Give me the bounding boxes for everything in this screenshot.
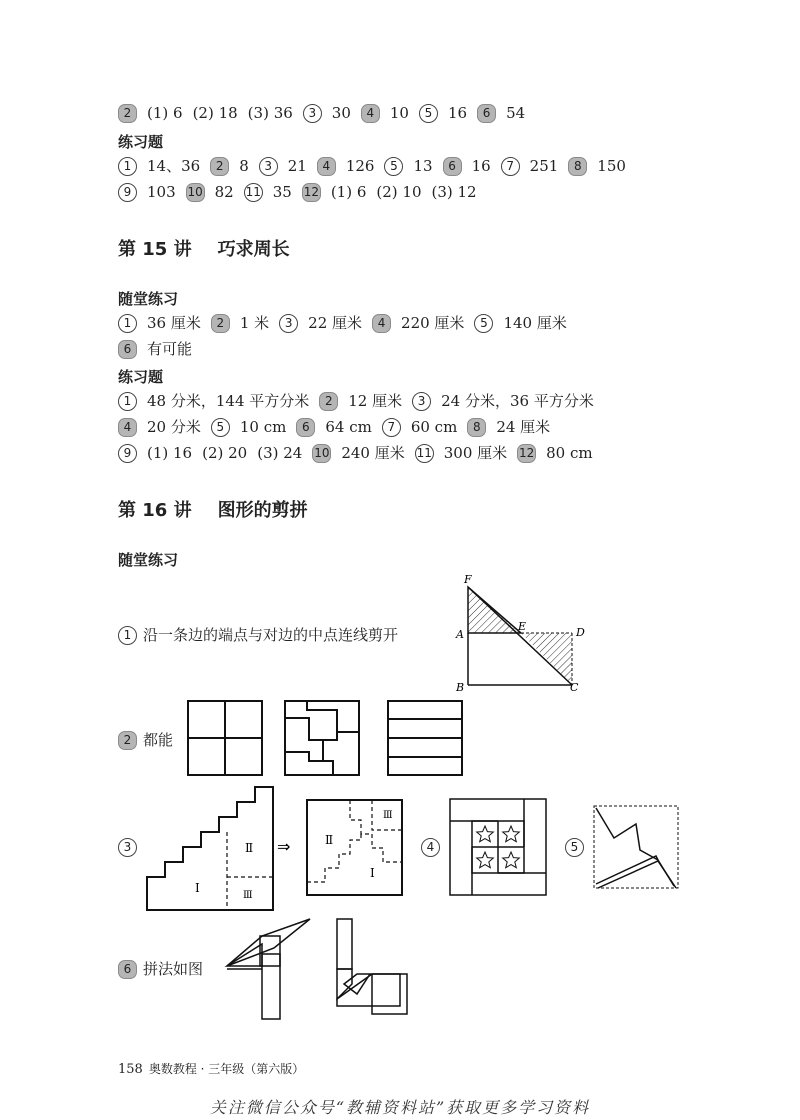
answer-value: 16: [447, 104, 468, 122]
q1-text: 沿一条边的端点与对边的中点连线剪开: [143, 626, 399, 644]
answer-value: (3) 24: [257, 444, 303, 462]
question-number: 2: [211, 314, 230, 333]
answer-line: [118, 156, 636, 176]
question-number: 1: [118, 392, 137, 411]
question-number: 2: [210, 157, 229, 176]
lesson-title: 巧求周长: [217, 239, 290, 260]
question-number: 5: [565, 838, 584, 857]
answer-item: [412, 391, 594, 411]
answer-value: (1) 6: [330, 183, 367, 201]
answer-item: [118, 443, 192, 463]
answer-value: (2) 10: [376, 183, 422, 201]
answer-value: (2) 18: [192, 104, 238, 122]
answer-value: 8: [239, 157, 249, 175]
exercise-label: 练习题: [118, 368, 164, 386]
piece-label: Ⅲ: [243, 890, 253, 901]
answer-item: [419, 103, 467, 123]
answer-item: [118, 156, 200, 176]
q4-star-square: [449, 798, 549, 898]
question-number: 8: [467, 418, 486, 437]
answer-value: 16: [471, 157, 491, 175]
answer-item: [361, 103, 409, 123]
answer-value: 240 厘米: [341, 444, 405, 462]
answer-value: 35: [272, 183, 292, 201]
question-number: 12: [302, 183, 321, 202]
answer-item: [118, 313, 201, 333]
answer-value: 20 分米: [147, 418, 201, 436]
point-label: A: [456, 628, 464, 641]
answer-item: [296, 417, 371, 437]
lesson-number: 第 16 讲: [118, 500, 192, 521]
star-icon: [477, 826, 494, 842]
answer-line: [118, 339, 202, 359]
q6-text: 拼法如图: [143, 960, 204, 978]
answer-value: 22 厘米: [308, 314, 363, 332]
answer-line: [118, 103, 535, 123]
answer-value: 251: [529, 157, 559, 175]
answer-item: [118, 391, 309, 411]
question-number: 11: [415, 444, 434, 463]
lesson-number: 第 15 讲: [118, 239, 192, 260]
answer-value: 220 厘米: [401, 314, 465, 332]
question-number: 4: [361, 104, 380, 123]
question-number: 1: [118, 157, 137, 176]
question-number: 7: [501, 157, 520, 176]
answer-item: [319, 391, 402, 411]
answer-value: 48 分米，144 平方分米: [147, 392, 310, 410]
piece-label: Ⅰ: [195, 881, 200, 895]
answer-item: [118, 103, 183, 123]
point-label: F: [464, 573, 472, 586]
question-number: 9: [118, 444, 137, 463]
answer-item: [443, 156, 491, 176]
question-number: 10: [186, 183, 205, 202]
point-label: B: [456, 681, 465, 694]
question-number: 9: [118, 183, 137, 202]
answer-value: 140 厘米: [503, 314, 567, 332]
answer-value: 150: [597, 157, 626, 175]
answer-item: [467, 417, 550, 437]
q1-text-row: [118, 624, 398, 645]
answer-item: [193, 103, 238, 123]
lesson-title: 图形的剪拼: [217, 500, 308, 521]
question-number: 5: [419, 104, 438, 123]
answer-value: 300 厘米: [443, 444, 508, 462]
question-number: 1: [118, 626, 137, 645]
answer-value: 24 厘米: [496, 418, 551, 436]
answer-item: [248, 103, 293, 123]
answer-item: [259, 156, 307, 176]
question-number: 5: [474, 314, 493, 333]
watermark-text: 关注微信公众号“教辅资料站”获取更多学习资料: [209, 1098, 591, 1117]
question-number: 2: [319, 392, 338, 411]
question-number: 6: [443, 157, 462, 176]
answer-item: [257, 443, 302, 463]
answer-line: [118, 417, 560, 437]
answer-item: [279, 313, 362, 333]
answer-value: (1) 16: [147, 444, 193, 462]
answer-item: [211, 417, 286, 437]
question-number: 6: [118, 960, 137, 979]
question-number: 7: [382, 418, 401, 437]
q5-cut-figure: [592, 804, 682, 892]
question-number: 4: [317, 157, 336, 176]
answer-item: [302, 182, 367, 202]
answer-line: [118, 391, 604, 411]
answer-item: [384, 156, 432, 176]
question-number: 4: [372, 314, 391, 333]
question-number: 2: [118, 731, 137, 750]
piece-label: Ⅰ: [370, 866, 375, 880]
answer-item: [118, 339, 192, 359]
square-t-pieces: [285, 701, 359, 775]
q3-staircase-figure: [145, 782, 410, 912]
question-number: 4: [118, 418, 137, 437]
answer-item: [474, 313, 566, 333]
q2-text-row: [118, 729, 173, 750]
answer-value: 103: [147, 183, 176, 201]
answer-value: 1 米: [239, 314, 270, 332]
class-practice-label: 随堂练习: [118, 290, 179, 308]
q6-assembly-figures: [222, 914, 417, 1024]
piece-label: Ⅱ: [325, 833, 334, 847]
q2-figures: [187, 700, 467, 778]
answer-value: 30: [331, 104, 351, 122]
question-number: 5: [211, 418, 230, 437]
page-number: 158: [118, 1062, 143, 1077]
question-number: 2: [118, 104, 137, 123]
book-title: 奥数教程 · 三年级（第六版）: [148, 1062, 305, 1076]
answer-item: [501, 156, 559, 176]
question-number: 3: [118, 838, 137, 857]
answer-item: [118, 182, 176, 202]
point-label: E: [518, 620, 527, 633]
answer-item: [568, 156, 626, 176]
question-number: 3: [259, 157, 278, 176]
answer-value: 60 cm: [410, 418, 458, 436]
answer-value: 13: [413, 157, 433, 175]
answer-value: 21: [287, 157, 307, 175]
answer-value: 54: [506, 104, 526, 122]
piece-label: Ⅱ: [245, 841, 254, 855]
q3-text-row: [118, 838, 143, 857]
answer-value: 有可能: [147, 340, 193, 358]
answer-value: (2) 20: [202, 444, 248, 462]
answer-line: [118, 313, 577, 333]
answer-item: [376, 182, 421, 202]
piece-label: Ⅲ: [383, 810, 393, 821]
answer-value: 126: [345, 157, 375, 175]
answer-value: (1) 6: [147, 104, 183, 122]
answer-item: [312, 443, 404, 463]
q2-text: 都能: [143, 731, 174, 749]
answer-value: 64 cm: [325, 418, 372, 436]
answer-item: [186, 182, 234, 202]
answer-item: [202, 443, 247, 463]
answer-item: [432, 182, 477, 202]
answer-item: [303, 103, 351, 123]
question-number: 8: [568, 157, 587, 176]
exercise-label: 练习题: [118, 133, 164, 151]
answer-value: 10: [389, 104, 409, 122]
lesson-heading: [118, 496, 308, 522]
point-label: C: [570, 681, 579, 694]
answer-item: [517, 443, 592, 463]
answer-item: [317, 156, 375, 176]
page-footer: [118, 1060, 304, 1077]
question-number: 3: [279, 314, 298, 333]
question-number: 4: [421, 838, 440, 857]
answer-item: [211, 313, 269, 333]
answer-item: [118, 417, 201, 437]
question-number: 6: [118, 340, 137, 359]
answer-value: 12 厘米: [348, 392, 403, 410]
question-number: 3: [412, 392, 431, 411]
q4-text-row: [421, 838, 446, 857]
answer-item: [372, 313, 464, 333]
q5-text-row: [565, 838, 590, 857]
question-number: 6: [477, 104, 496, 123]
answer-line: [118, 443, 603, 463]
answer-value: 80 cm: [546, 444, 593, 462]
question-number: 11: [244, 183, 263, 202]
star-icon: [477, 852, 494, 868]
answer-item: [244, 182, 292, 202]
answer-item: [210, 156, 249, 176]
q6-text-row: [118, 958, 203, 979]
star-icon: [503, 852, 520, 868]
question-number: 6: [296, 418, 315, 437]
class-practice-label: 随堂练习: [118, 551, 179, 569]
q1-cut-figure: [450, 572, 600, 697]
answer-value: 36 厘米: [147, 314, 201, 332]
question-number: 3: [303, 104, 322, 123]
point-label: D: [576, 626, 585, 639]
answer-item: [382, 417, 457, 437]
arrow-icon: ⇒: [277, 837, 291, 856]
answer-value: 10 cm: [239, 418, 287, 436]
answer-item: [415, 443, 507, 463]
answer-value: 24 分米，36 平方分米: [441, 392, 594, 410]
answer-value: 14、36: [147, 157, 201, 175]
staircase-outline: [147, 787, 273, 910]
star-icon: [503, 826, 520, 842]
question-number: 12: [517, 444, 536, 463]
answer-line: [118, 182, 487, 202]
question-number: 10: [312, 444, 331, 463]
answer-value: (3) 12: [431, 183, 477, 201]
lesson-heading: [118, 235, 290, 261]
answer-value: (3) 36: [247, 104, 293, 122]
answer-item: [477, 103, 525, 123]
question-number: 5: [384, 157, 403, 176]
answer-value: 82: [214, 183, 234, 201]
question-number: 1: [118, 314, 137, 333]
